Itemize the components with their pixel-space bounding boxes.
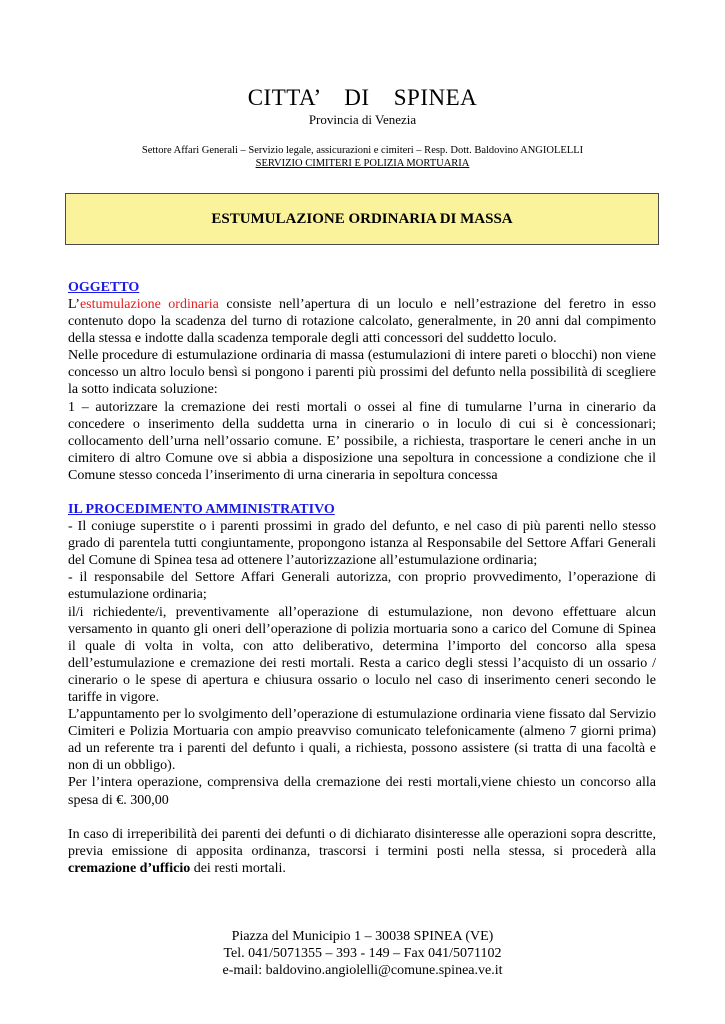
paragraph: L’appuntamento per lo svolgimento dell’operazione di estumulazione ordinaria viene fissato dal Servizio Cimiteri e Polizia Mortuaria con ampio preavviso comunicato telefonicamente (almeno 7 giorni prima) ad un referente tra i parenti del defunto i quali, a richiesta, possono assistere (si tratta di una facoltà e non di un obbligo). <box>68 707 656 774</box>
footer-phone: Tel. 041/5071355 – 393 - 149 – Fax 041/5071102 <box>223 946 502 961</box>
paragraph <box>68 296 656 347</box>
footer-email: e-mail: baldovino.angiolelli@comune.spinea.ve.it <box>222 963 503 978</box>
spacer <box>68 484 656 501</box>
paragraph: il/i richiedente/i, preventivamente all’operazione di estumulazione, non devono effettuare alcun versamento in quanto gli oneri dell’operazione di polizia mortuaria sono a carico del Comune di Spinea il quale di volta in volta, con atto deliberativo, determina l’importo del concorso alla spesa dell’estumulazione e cremazione dei resti mortali. Resta a carico degli stessi l’acquisto di un ossario / cinerario o le spese di apertura e chiusura ossario o loculo nel caso di inserimento ceneri secondo le tariffe in vigore. <box>68 604 656 705</box>
section-heading-oggetto: OGGETTO <box>68 280 140 295</box>
footer <box>0 928 725 979</box>
highlighted-term: estumulazione ordinaria <box>79 297 219 312</box>
paragraph: - il responsabile del Settore Affari Generali autorizza, con proprio provvedimento, l’operazione di estumulazione ordinaria; <box>68 570 656 603</box>
paragraph: - Il coniuge superstite o i parenti prossimi in grado del defunto, e nel caso di più parenti nello stesso grado di parentela tutti congiuntamente, propongono istanza al Responsabile del Settore Affari Generali del Comune di Spinea tesa ad ottenere l’autorizzazione all’estumulazione ordinaria; <box>68 519 656 569</box>
paragraph: Nelle procedure di estumulazione ordinaria di massa (estumulazioni di intere pareti o blocchi) non viene concesso un altro loculo bensì si pongono i parenti più prossimi del defunto nella possibilità di scegliere la sotto indicata soluzione: <box>68 348 656 398</box>
section-heading-procedimento: IL PROCEDIMENTO AMMINISTRATIVO <box>68 502 335 518</box>
bold-term: cremazione d’ufficio <box>68 860 191 876</box>
paragraph: 1 – autorizzare la cremazione dei resti mortali o ossei al fine di tumularne l’urna in cinerario da concedere o inserimento della suddetta urna in cinerario o in loculo di cui si è concessionari; collocamento dell’urna nell’ossario comune. E’ possibile, a richiesta, trasportare le ceneri anche in un cimitero di altro Comune ove si abbia a disposizione una sepoltura in concessione a condizione che il Comune stesso conceda l’inserimento di urna cineraria in sepoltura concessa <box>68 399 656 483</box>
document-body <box>68 279 656 877</box>
document-title: ESTUMULAZIONE ORDINARIA DI MASSA <box>211 210 513 227</box>
city-title: CITTA’ DI SPINEA <box>247 85 478 110</box>
department-line: Settore Affari Generali – Servizio legale, assicurazioni e cimiteri – Resp. Dott. Baldovino ANGIOLELLI <box>141 145 584 156</box>
paragraph-text: In caso di irreperibilità dei parenti dei defunti o di dichiarato disinteresse alle operazioni sopra descritte, previa emissione di apposita ordinanza, trascorsi i termini posti nella stessa, si procederà alla <box>68 826 656 859</box>
province-subtitle: Provincia di Venezia <box>308 112 417 127</box>
paragraph: Per l’intera operazione, comprensiva della cremazione dei resti mortali,viene chiesto un concorso alla spesa di €. 300,00 <box>68 775 656 808</box>
footer-address: Piazza del Municipio 1 – 30038 SPINEA (VE) <box>231 929 494 944</box>
service-line: SERVIZIO CIMITERI E POLIZIA MORTUARIA <box>255 158 470 169</box>
paragraph <box>68 826 656 877</box>
letterhead <box>0 84 725 170</box>
spacer <box>68 809 656 826</box>
paragraph-text: consiste nell’apertura di un loculo e nell’estrazione del feretro in esso contenuto dopo la scadenza del turno di rotazione calcolato, generalmente, in 20 anni dal compimento della stessa e indotte dalla scadenza temporale degli atti concessori del suddetto loculo. <box>68 297 656 347</box>
document-title-box <box>65 193 659 245</box>
paragraph-text: L’ <box>68 297 80 312</box>
paragraph-text: dei resti mortali. <box>190 860 286 876</box>
